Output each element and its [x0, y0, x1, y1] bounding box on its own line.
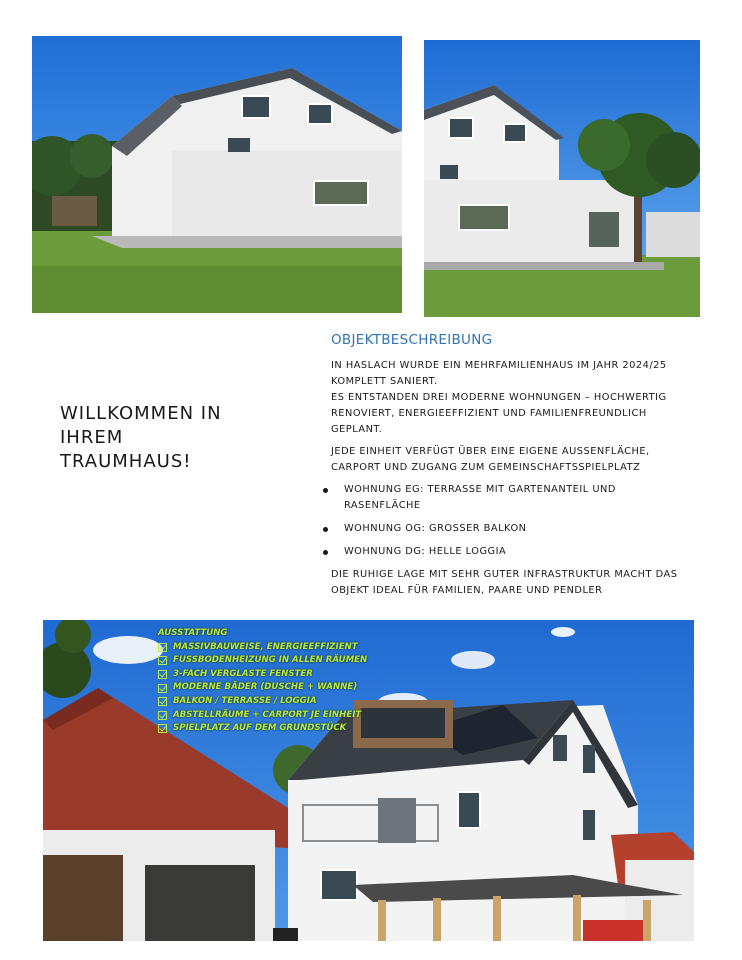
checkbox-icon	[158, 643, 167, 652]
feature-text: ABSTELLRÄUME + CARPORT JE EINHEIT	[173, 709, 362, 720]
description-para-1b: ES ENTSTANDEN DREI MODERNE WOHNUNGEN – HOCHWERTIG RENOVIERT, ENERGIEEFFIZIENT UND FAMILIENFREUNDLICH GEPLANT.	[331, 392, 667, 435]
features-title: AUSSTATTUNG	[158, 628, 228, 638]
feature-text: FUSSBODENHEIZUNG IN ALLEN RÄUMEN	[173, 655, 368, 666]
checkbox-icon	[158, 697, 167, 706]
bullet-icon	[323, 488, 328, 493]
checkbox-icon	[158, 684, 167, 693]
welcome-heading	[60, 402, 280, 474]
welcome-line-1: WILLKOMMEN IN	[60, 403, 222, 424]
bullet-icon	[323, 550, 328, 555]
checkbox-icon	[158, 724, 167, 733]
checkbox-icon	[158, 670, 167, 679]
list-item	[331, 544, 691, 560]
object-description	[331, 332, 691, 605]
feature-item	[158, 668, 367, 682]
feature-item	[158, 695, 367, 709]
bullet-icon	[323, 527, 328, 532]
list-item-text: WOHNUNG EG: TERRASSE MIT GARTENANTEIL UND RASENFLÄCHE	[344, 484, 616, 511]
description-paragraph	[331, 358, 691, 438]
apartment-list	[331, 482, 691, 560]
description-paragraph: DIE RUHIGE LAGE MIT SEHR GUTER INFRASTRUKTUR MACHT DAS OBJEKT IDEAL FÜR FAMILIEN, PAARE UND PENDLER	[331, 569, 678, 596]
checkbox-icon	[158, 711, 167, 720]
description-heading: OBJEKTBESCHREIBUNG	[331, 332, 493, 348]
feature-item	[158, 654, 367, 668]
feature-text: MASSIVBAUWEISE, ENERGIEEFFIZIENT	[173, 641, 358, 652]
feature-text: 3-FACH VERGLASTE FENSTER	[173, 668, 313, 679]
list-item-text: WOHNUNG OG: GROSSER BALKON	[344, 523, 527, 534]
feature-item	[158, 681, 367, 695]
list-item	[331, 482, 691, 514]
feature-text: MODERNE BÄDER (DUSCHE + WANNE)	[173, 682, 358, 693]
feature-item	[158, 722, 367, 736]
house-photo-left	[32, 36, 402, 313]
feature-text: SPIELPLATZ AUF DEM GRUNDSTÜCK	[173, 723, 347, 734]
description-paragraph: JEDE EINHEIT VERFÜGT ÜBER EINE EIGENE AUSSENFLÄCHE, CARPORT UND ZUGANG ZUM GEMEINSCHAFTSSPIELPLATZ	[331, 446, 650, 473]
house-photo-right	[424, 40, 700, 317]
feature-item	[158, 709, 367, 723]
description-para-1a: IN HASLACH WURDE EIN MEHRFAMILIENHAUS IM JAHR 2024/25 KOMPLETT SANIERT.	[331, 360, 667, 387]
house-photo-bottom	[43, 620, 694, 941]
list-item	[331, 521, 691, 537]
features-overlay	[158, 627, 367, 736]
feature-text: BALKON / TERRASSE / LOGGIA	[173, 695, 317, 706]
checkbox-icon	[158, 656, 167, 665]
feature-item	[158, 641, 367, 655]
list-item-text: WOHNUNG DG: HELLE LOGGIA	[344, 546, 507, 557]
welcome-line-2: IHREM	[60, 427, 124, 448]
welcome-line-3: TRAUMHAUS!	[60, 451, 192, 472]
